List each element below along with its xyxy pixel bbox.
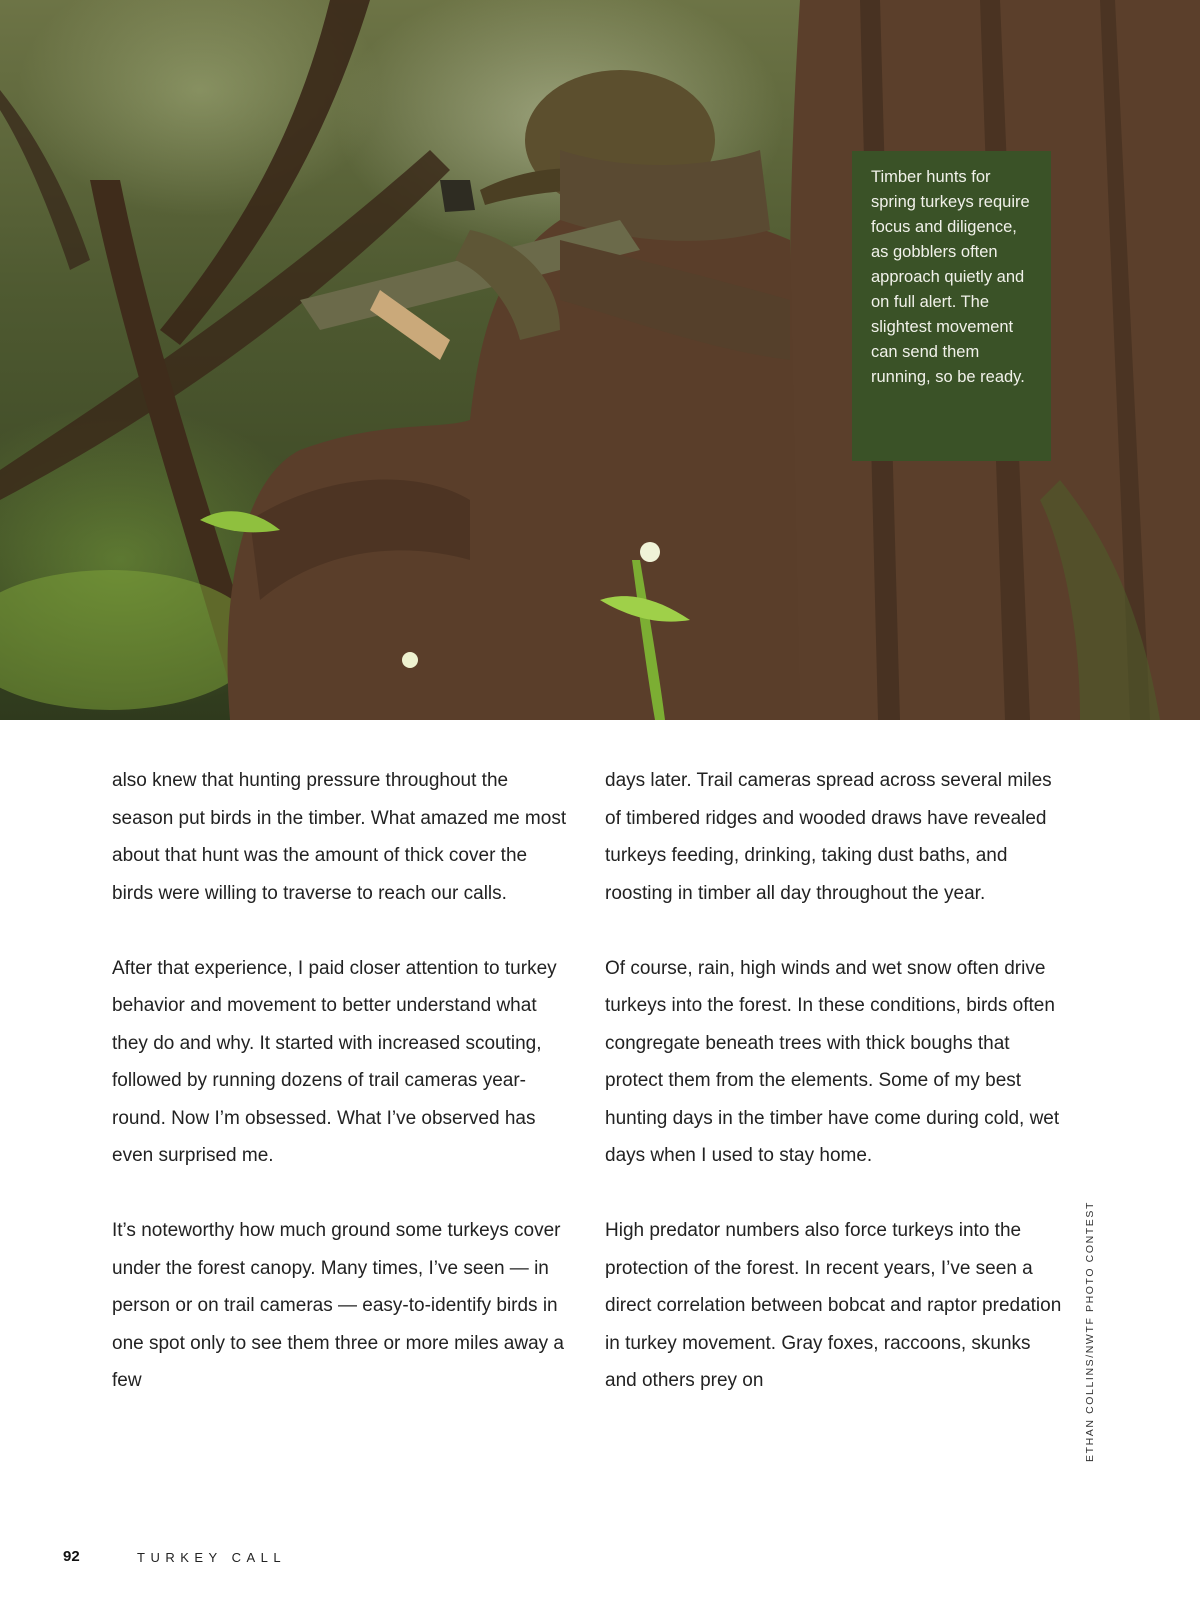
paragraph: It’s noteworthy how much ground some turkeys cover under the forest canopy. Many times, I’ve seen — in person or on trail cameras — easy-to-identify birds in one spot only to see them three or more miles away a few — [112, 1220, 565, 1391]
photo-credit: ETHAN COLLINS/NWTF PHOTO CONTEST — [1084, 1200, 1096, 1462]
photo-caption-box — [852, 151, 1051, 461]
article-right-column — [605, 762, 1065, 1437]
paragraph: also knew that hunting pressure throughout the season put birds in the timber. What amazed me most about that hunt was the amount of thick cover the birds were willing to traverse to reach our calls. — [112, 770, 567, 904]
page-number: 92 — [63, 1548, 80, 1565]
magazine-name: TURKEY CALL — [137, 1550, 287, 1565]
paragraph: After that experience, I paid closer attention to turkey behavior and movement to better understand what they do and why. It started with increased scouting, followed by running dozens of trail cameras year-round. Now I’m obsessed. What I’ve observed has even surprised me. — [112, 957, 557, 1166]
paragraph: Of course, rain, high winds and wet snow often drive turkeys into the forest. In these conditions, birds often congregate beneath trees with thick boughs that protect them from the elements. Some of my best hunting days in the timber have come during cold, wet days when I used to stay home. — [605, 957, 1060, 1166]
hero-photo — [0, 0, 1200, 720]
photo-caption: Timber hunts for spring turkeys require focus and diligence, as gobblers often approach quietly and on full alert. The slightest movement can send them running, so be ready. — [871, 168, 1030, 386]
paragraph: High predator numbers also force turkeys into the protection of the forest. In recent years, I’ve seen a direct correlation between bobcat and raptor predation in turkey movement. Gray foxes, raccoons, skunks and others prey on — [605, 1220, 1062, 1391]
article-left-column — [112, 762, 572, 1437]
paragraph: days later. Trail cameras spread across several miles of timbered ridges and wooded draws have revealed turkeys feeding, drinking, taking dust baths, and roosting in timber all day throughout the year. — [605, 770, 1052, 904]
